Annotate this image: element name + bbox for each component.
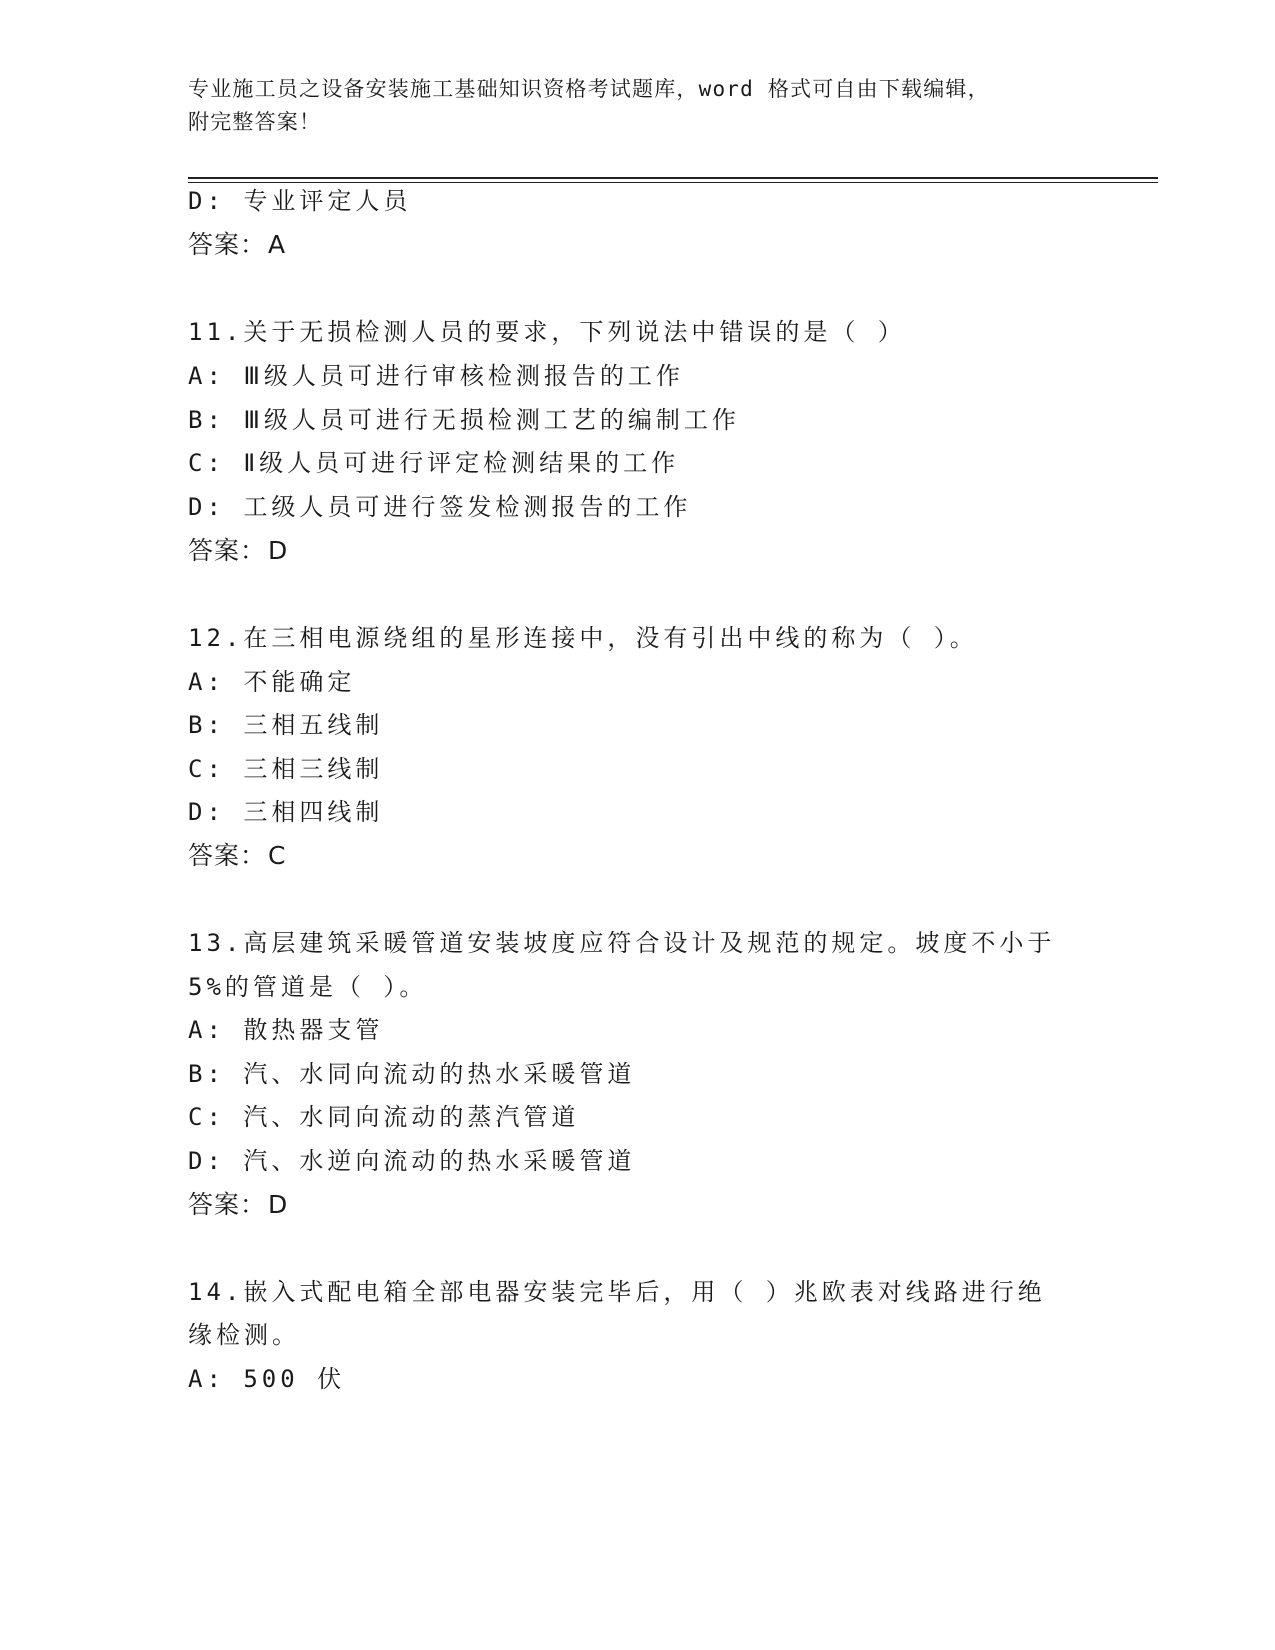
answer-label: 答案： [188, 1190, 267, 1219]
q12-option-b: B: 三相五线制 [188, 711, 384, 739]
q11-stem: 11.关于无损检测人员的要求，下列说法中错误的是（ ） [188, 318, 906, 346]
q12-stem: 12.在三相电源绕组的星形连接中，没有引出中线的称为（ ）。 [188, 624, 978, 652]
document-header [188, 73, 1088, 139]
header-divider-thin [188, 182, 1158, 183]
header-divider-thick [188, 177, 1158, 179]
q14-stem-line-2: 缘检测。 [188, 1321, 300, 1349]
answer-value: D [268, 536, 289, 565]
q12-option-a: A: 不能确定 [188, 668, 356, 696]
answer-label: 答案： [188, 536, 267, 565]
q13-option-c: C: 汽、水同向流动的蒸汽管道 [188, 1103, 580, 1131]
q14-option-a: A: 500 伏 [188, 1365, 346, 1393]
header-line-2: 附完整答案！ [188, 110, 322, 134]
q13-answer [188, 1188, 288, 1222]
q10-answer [188, 228, 286, 262]
q13-option-d: D: 汽、水逆向流动的热水采暖管道 [188, 1147, 636, 1175]
header-line-1: 专业施工员之设备安装施工基础知识资格考试题库，word 格式可自由下载编辑， [188, 77, 990, 101]
answer-label: 答案： [188, 230, 267, 259]
q10-option-d: D: 专业评定人员 [188, 187, 412, 215]
answer-label: 答案： [188, 841, 267, 870]
q11-option-d: D: 工级人员可进行签发检测报告的工作 [188, 493, 692, 521]
q13-option-b: B: 汽、水同向流动的热水采暖管道 [188, 1060, 636, 1088]
q11-answer [188, 534, 288, 568]
q13-stem-line-2: 5%的管道是（ ）。 [188, 973, 428, 1001]
q13-option-a: A: 散热器支管 [188, 1016, 384, 1044]
q11-option-b: B: Ⅲ级人员可进行无损检测工艺的编制工作 [188, 406, 740, 434]
q12-answer [188, 839, 286, 873]
answer-value: D [268, 1190, 289, 1219]
q11-option-a: A: Ⅲ级人员可进行审核检测报告的工作 [188, 362, 684, 390]
answer-value: A [268, 230, 287, 259]
answer-value: C [268, 841, 287, 870]
q12-option-d: D: 三相四线制 [188, 798, 384, 826]
q14-stem-line-1: 14.嵌入式配电箱全部电器安装完毕后，用（ ）兆欧表对线路进行绝 [188, 1278, 1046, 1306]
q13-stem-line-1: 13.高层建筑采暖管道安装坡度应符合设计及规范的规定。坡度不小于 [188, 929, 1056, 957]
q11-option-c: C: Ⅱ级人员可进行评定检测结果的工作 [188, 449, 680, 477]
q12-option-c: C: 三相三线制 [188, 755, 384, 783]
